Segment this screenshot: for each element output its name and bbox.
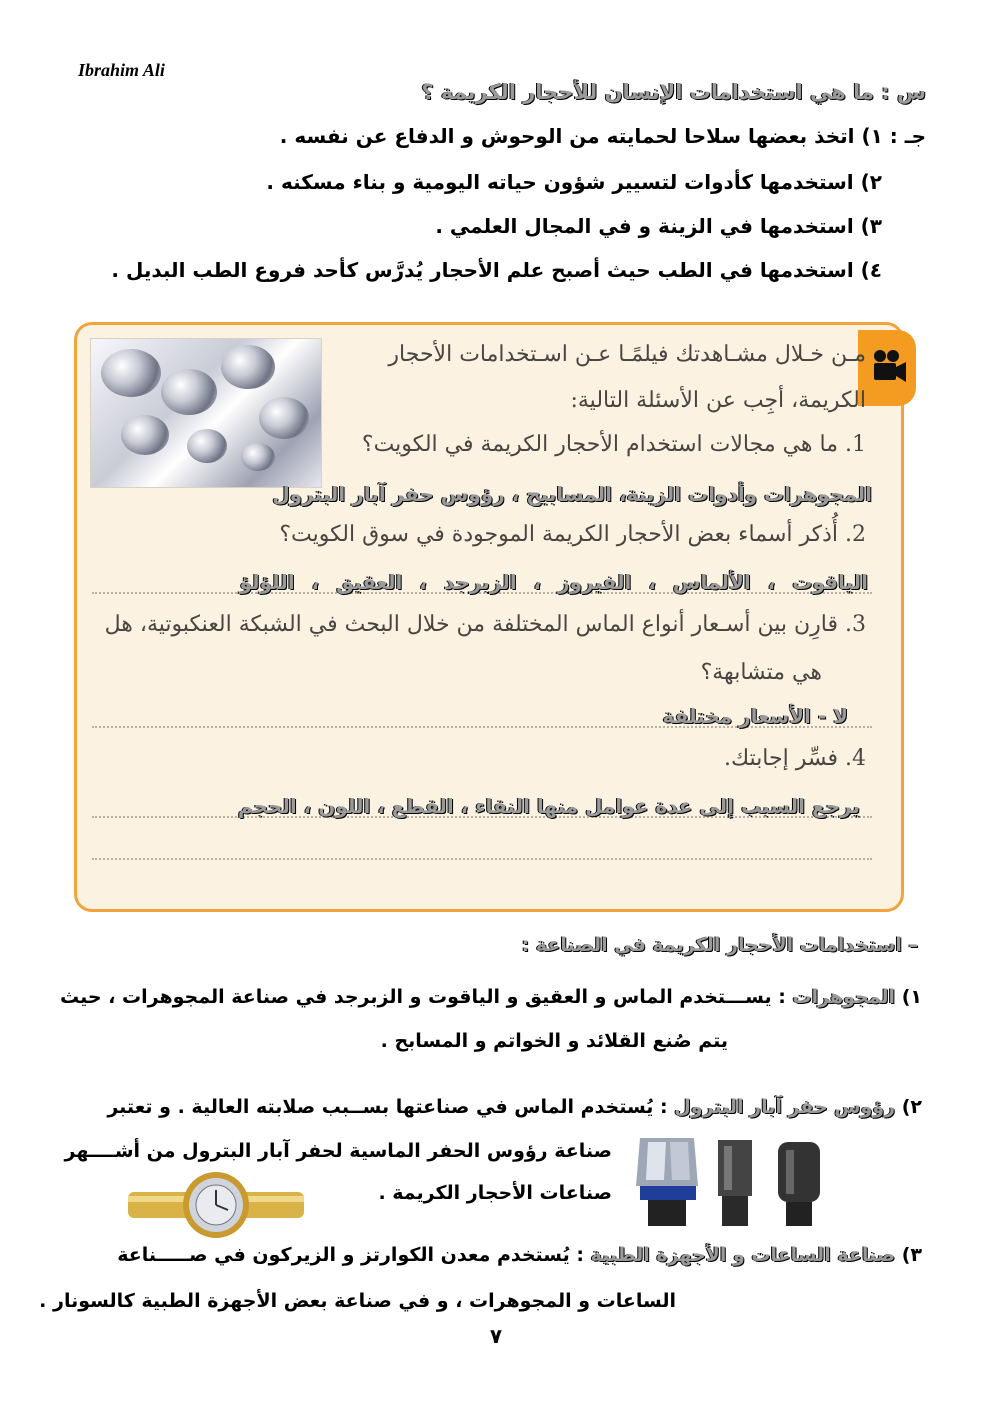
industry-heading: – استخدامات الأحجار الكريمة في الصناعة : (521, 934, 918, 956)
answer-line (92, 858, 872, 860)
industry-item-3-line2: الساعات و المجوهرات ، و في صناعة بعض الأجهزة الطبية كالسونار . (39, 1290, 676, 1312)
watch-image (128, 1170, 304, 1240)
item-1-title: المجوهرات (792, 986, 896, 1008)
industry-item-2-line2: صناعة رؤوس الحفر الماسية لحفر آبار البترول من أشــــهر (64, 1140, 612, 1162)
answer-3: ٣) استخدمها في الزينة و في المجال العلمي . (435, 214, 882, 238)
activity-answer-1: المجوهرات وأدوات الزينة، المسابيح ، رؤوس حفر آبار البترول (272, 482, 872, 506)
activity-question-3-line2: هي متشابهة؟ (700, 660, 822, 685)
activity-question-2: 2. أُذكر أسماء بعض الأحجار الكريمة الموجودة في سوق الكويت؟ (279, 522, 866, 547)
item-3-title: صناعة الساعات و الأجهزة الطبية (590, 1244, 896, 1266)
author-name: Ibrahim Ali (78, 60, 165, 80)
answer-2: ٢) استخدمها كأدوات لتسيير شؤون حياته اليومية و بناء مسكنه . (266, 170, 882, 194)
activity-intro-2: الكريمة، أجِب عن الأسئلة التالية: (570, 388, 866, 413)
industry-item-1-line2: يتم صُنع القلائد و الخواتم و المسابح . (380, 1030, 728, 1052)
item-2-title: رؤوس حفر آبار البترول (674, 1096, 896, 1118)
industry-item-3: ٣) صناعة الساعات و الأجهزة الطبية : يُستخدم معدن الكوارتز و الزيركون في صـــــناعة (117, 1244, 922, 1266)
diamonds-image (90, 338, 322, 488)
video-camera-icon (866, 346, 908, 388)
industry-item-2-line3: صناعات الأحجار الكريمة . (378, 1182, 612, 1204)
activity-answer-4: يرجع السبب إلى عدة عوامل منها النقاء ، القطع ، اللون ، الحجم (237, 794, 860, 818)
activity-question-4: 4. فسِّر إجابتك. (724, 746, 866, 771)
industry-item-2: ٢) رؤوس حفر آبار البترول : يُستخدم الماس في صناعتها بســبب صلابته العالية . و تعتبر (107, 1096, 922, 1118)
answer-4: ٤) استخدمها في الطب حيث أصبح علم الأحجار يُدرَّس كأحد فروع الطب البديل . (111, 258, 882, 282)
activity-answer-3: لا - الأسعار مختلفة (662, 704, 848, 728)
drill-bits-image (626, 1132, 834, 1230)
activity-intro-1: مـن خـلال مشـاهدتك فيلمًـا عـن اسـتخدامات الأحجار (388, 342, 866, 367)
question-title: س : ما هي استخدامات الإنسان للأحجار الكريمة ؟ (421, 80, 926, 104)
industry-item-1: ١) المجوهرات : يســـتخدم الماس و العقيق و الياقوت و الزبرجد في صناعة المجوهرات ، حيث (60, 986, 922, 1008)
activity-answer-2: الياقوت ، الألماس ، الفيروز ، الزبرجد ، العقيق ، اللؤلؤ (239, 570, 868, 594)
page-number: ٧ (489, 1324, 503, 1348)
activity-question-1: 1. ما هي مجالات استخدام الأحجار الكريمة في الكويت؟ (361, 432, 866, 457)
activity-question-3-line1: 3. قارِن بين أسـعار أنواع الماس المختلفة من خلال البحث في الشبكة العنكبوتية، هل (104, 612, 866, 637)
answer-1: جـ : ١) اتخذ بعضها سلاحا لحمايته من الوحوش و الدفاع عن نفسه . (279, 124, 926, 148)
